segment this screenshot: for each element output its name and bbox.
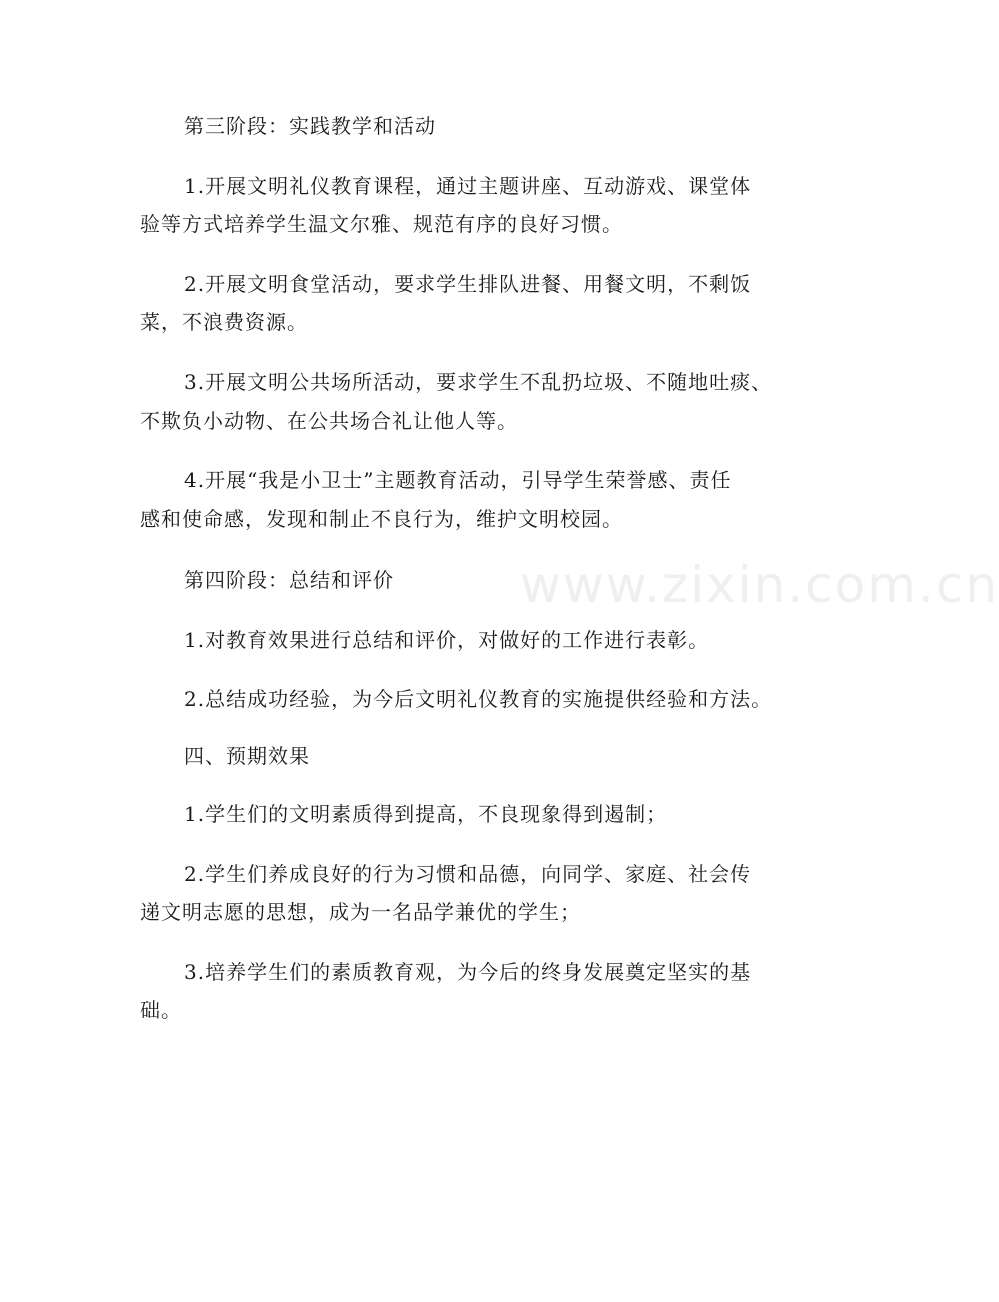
paragraph-line: 1.开展文明礼仪教育课程，通过主题讲座、互动游戏、课堂体	[184, 174, 752, 198]
paragraph-line: 2.总结成功经验，为今后文明礼仪教育的实施提供经验和方法。	[184, 687, 773, 711]
paragraph-line: 3.开展文明公共场所活动，要求学生不乱扔垃圾、不随地吐痰、	[184, 370, 773, 394]
paragraph-line: 菜，不浪费资源。	[140, 310, 308, 334]
section-heading-stage-four: 第四阶段：总结和评价	[184, 568, 394, 592]
section-heading-stage-three: 第三阶段：实践教学和活动	[184, 114, 436, 138]
paragraph-line: 验等方式培养学生温文尔雅、规范有序的良好习惯。	[140, 212, 623, 236]
paragraph-line: 1.学生们的文明素质得到提高，不良现象得到遏制；	[184, 802, 668, 826]
paragraph-line: 2.学生们养成良好的行为习惯和品德，向同学、家庭、社会传	[184, 862, 752, 886]
paragraph-line: 3.培养学生们的素质教育观，为今后的终身发展奠定坚实的基	[184, 960, 752, 984]
paragraph-line: 4.开展“我是小卫士”主题教育活动，引导学生荣誉感、责任	[184, 468, 732, 492]
paragraph-line: 递文明志愿的思想，成为一名品学兼优的学生；	[140, 900, 581, 924]
section-heading-expected-results: 四、预期效果	[184, 744, 310, 768]
watermark: www.zixin.com.cn	[520, 556, 999, 614]
paragraph-line: 础。	[140, 998, 182, 1022]
paragraph-line: 感和使命感，发现和制止不良行为，维护文明校园。	[140, 507, 623, 531]
paragraph-line: 2.开展文明食堂活动，要求学生排队进餐、用餐文明，不剩饭	[184, 272, 752, 296]
paragraph-line: 不欺负小动物、在公共场合礼让他人等。	[140, 409, 518, 433]
paragraph-line: 1.对教育效果进行总结和评价，对做好的工作进行表彰。	[184, 628, 710, 652]
